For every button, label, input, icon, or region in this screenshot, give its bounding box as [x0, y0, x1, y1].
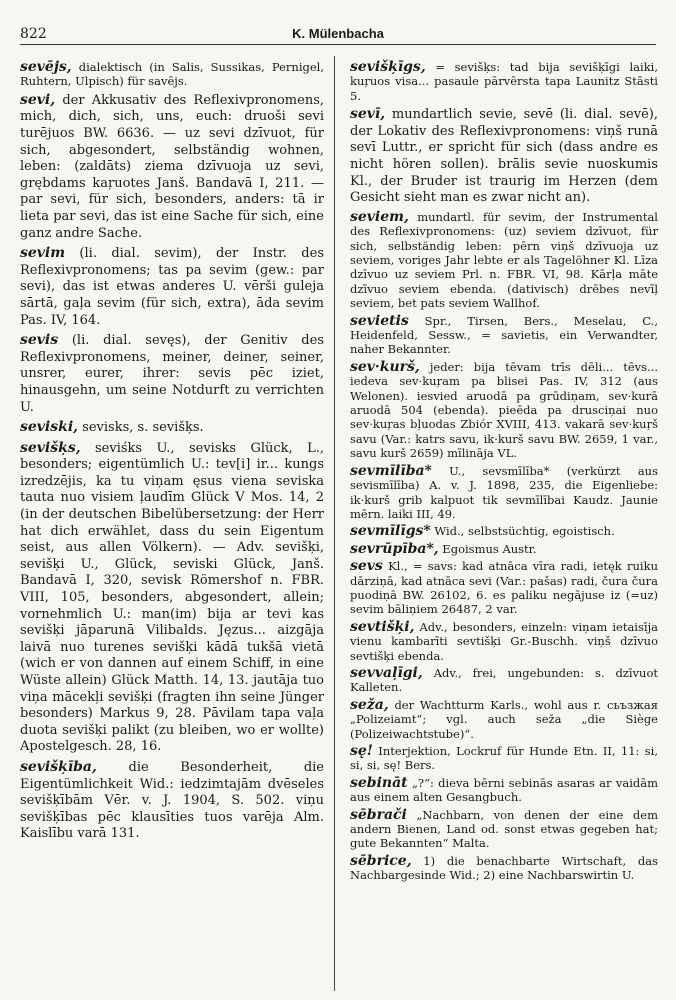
definition: Wid., selbstsüchtig, egoistisch. [430, 524, 615, 539]
headword: sevējs, [20, 59, 72, 75]
definition: sevisks, s. sevišķs. [78, 420, 204, 436]
headword: sevmīlība* [350, 462, 432, 479]
entry [350, 698, 658, 741]
entry [350, 524, 658, 538]
headword: sēbrice, [350, 852, 412, 869]
entry [350, 464, 658, 522]
definition: dialektisch (in Salis, Sussikas, Pernigel, Ruhtern, Ulpisch) für savējs. [20, 60, 324, 89]
headword: seža, [350, 696, 389, 713]
left-column [20, 60, 324, 846]
page-header [20, 22, 656, 45]
entry [350, 808, 658, 851]
definition: Adv., besonders, einzeln: viņam ietaisīja vienu kambarīti sevtišķi Gr.-Buschh. viņš dzīvuo sevtišķi ebenda. [350, 619, 658, 663]
entry [350, 854, 658, 883]
entry [20, 332, 324, 416]
definition: 1) die benachbarte Wirtschaft, das Nachbargesinde Wid.; 2) eine Nachbarswirtin U. [350, 853, 658, 883]
headword: sevim [20, 245, 66, 262]
headword: sevišķs, [20, 439, 81, 456]
definition: Kl., = savs: kad atnāca vīra radi, ietęk ruiku dārziņā, kad atnāca sevi (Var.: pašas) radi, čura čura puodiņā BW. 26102, 6. es paliku negājuse iz (=uz) sevim bāliņiem 26487, 2 var. [350, 559, 658, 617]
entry [350, 542, 658, 556]
headword: seviski, [20, 419, 79, 436]
definition: Adv., frei, ungebunden: s. dzīvuot Kalleten. [350, 665, 658, 695]
definition: mundartl. für sevim, der Instrumental des Reflexivpronomens: (uz) seviem dzīvuot, für sich, selbständig leben: pērn viņš dzīvuoja uz seviem, voriges Jahr lebte er als Tagelöhner Kl. Līza dzīvuo uz seviem Prl. n. FBR. VI, 98. Kārļa māte dzīvuo seviem ebenda. (dativisch) drēbes nevīļ seviem, bet pats seviem Wallhof. [350, 209, 658, 311]
headword: sevietis [350, 312, 409, 329]
headword: sevvaļīgi, [350, 664, 423, 681]
definition: die Besonderheit, die Eigentümlichkeit Wid.: iedzimtajām dvēseles sevišķībām Vēr. v. J. 1904, S. 502. viņu sevišķības pēc klausīties tuos varēja Alm. Kaislību varā 131. [20, 759, 324, 842]
entry [350, 620, 658, 663]
definition: Egoismus Austr. [438, 541, 537, 556]
headword: sevmīlīgs* [350, 523, 431, 540]
entry [350, 666, 658, 695]
entry [350, 106, 658, 207]
definition: der Akkusativ des Reflexivpronomens, mich, dich, sich, uns, euch: druoši sevi turējuos BW. 6636. — uz sevi dzīvuot, für sich, abgesondert, selbständig wohnen, leben: (zaldāts) ziema dzīvuoja uz sevi, grębdams kaŗuotes Janš. Bandavā I, 211. — par sevi, für sich, besonders, anders: tā ir lieta par sevi, das ist eine Sache für sich, eine ganz andre Sache. [20, 92, 324, 241]
headword: sevišķīgs, [350, 59, 426, 75]
definition: (li. dial. sevęs), der Genitiv des Reflexivpronomens, meiner, deiner, seiner, unsrer, eurer, ihrer: sevis pēc iziet, hinausgehn, um seine Notdurft zu verrichten U. [20, 333, 324, 415]
entry [350, 776, 658, 805]
entry [20, 92, 324, 242]
headword: sev·kurš, [350, 358, 420, 375]
definition: seviśks U., sevisks Glück, L., besonders; eigentümlich U.: tev[i] ir... kungs izredzējis, ka tu viņam ęsus viena seviska tauta nuo visiem ļaudīm Glück V Mos. 14, 2 (in der deutschen Bibelübersetzung: der Herr hat dich erwählet, dass du sein Eigentum seist, aus allen Völkern). — Adv. sevišķi, sevišķi U., Glück, seviski Glück, Janš. Bandavā I, 320, sevisk Römershof n. FBR. VIII, 105, besonders, abgesondert, allein; vornehmlich U.: man(im) bija ar tevi kas sevišķi jāparunā Vilibalds. Jęzus... aizgāja laivā nuo turenes sevišķi kādā tukšā vietā (wich er von dannen auf einem Schiff, in eine Wüste allein) Glück Matth. 14, 13. jautāja tuo viņa mācekļi sevišķi (fragten ihn seine Jünger besonders) Markus 9, 28. Pāvilam tapa vaļa duota sevišķi palikt (zu bleiben, wo er wollte) Apostelgesch. 28, 16. [20, 440, 324, 755]
definition: „?“: dieva bērni sebinās asaras ar vaidām aus einem alten Gesangbuch. [350, 775, 658, 805]
entry [350, 744, 658, 773]
headword: sevtišķi, [350, 618, 415, 635]
headword: sę! [350, 743, 373, 759]
headword: sevis [20, 332, 59, 349]
definition: Spr., Tirsen, Bers., Meselau, C., Heidenfeld, Sessw., = savietis, ein Verwandter, naher Bekannter. [350, 313, 658, 357]
entry [20, 60, 324, 89]
entry [20, 440, 324, 756]
page-title: K. Mülenbacha [292, 26, 384, 41]
definition: Interjektion, Lockruf für Hunde Etn. II, 11: si, si, si, sę! Bers. [350, 744, 658, 773]
headword: seviem, [350, 208, 409, 225]
definition: jeder: bija tēvam trīs dēli... tēvs... iedeva sev·kuŗam pa blisei Pas. IV, 312 (aus Welonen). iesvied aruodā pa grūdiņam, sev·kurā aruodā 504 (ebenda). pieēda pa drusciņai nuo sev·kuŗas bļuodas Zbiór XVIII, 413. vakarā sev·kuŗš savu (Var.: katrs savu, ik·kurš savu BW. 2659, 1 var., savu kurš 2659) mīlināja VL. [350, 359, 658, 461]
entry [350, 60, 658, 103]
definition: der Wachtturm Karls., wohl aus r. сьъзжая „Polizeiamt“; vgl. auch seža „die Siège (Polizeiwachtstube)“. [350, 697, 658, 741]
column-divider [334, 56, 335, 991]
entry [350, 559, 658, 617]
definition: „Nachbarn, von denen der eine dem andern Bienen, Land od. sonst etwas gegeben hat; gute Bekannten“ Malta. [350, 807, 658, 851]
definition: (li. dial. sevim), der Instr. des Reflexivpronomens; tas pa sevim (gew.: par sevi), das ist etwas anderes U. vērši guleja sārtā, gaļa sevim (für sich, extra), āda sevim Pas. IV, 164. [20, 246, 324, 328]
headword: sevrūpība*, [350, 540, 439, 557]
page-number: 822 [20, 26, 47, 42]
entry [350, 314, 658, 357]
entry [20, 759, 324, 843]
headword: sevī, [350, 106, 386, 123]
headword: sevi, [20, 91, 56, 108]
headword: sebināt [350, 774, 408, 791]
right-column [350, 60, 658, 886]
entry [20, 245, 324, 329]
definition: mundartlich sevie, sevē (li. dial. sevē), der Lokativ des Reflexivpronomens: viņš runā sevī Luttr., er spricht für sich (dass andre es nicht hören sollen). brālis sevie nuoskumis Kl., der Bruder ist traurig im Herzen (dem Gesicht sieht man es zwar nicht an). [350, 107, 658, 206]
definition: = sevišķs: tad bija sevišķīgi laiki, kuŗuos visa... pasaule pārvērsta tapa Launitz Stāsti 5. [350, 60, 658, 103]
entry [350, 360, 658, 461]
entry [350, 210, 658, 311]
headword: sevs [350, 558, 383, 575]
entry [20, 419, 324, 437]
headword: sēbrači [350, 806, 407, 823]
headword: sevišķība, [20, 758, 97, 775]
definition: U., sevsmīlība* (verkürzt aus sevismīlība) A. v. J. 1898, 235, die Eigenliebe: ik·kurš grib kalpuot tik sevmīlībai Kaudz. Jaunie mērn. laiki III, 49. [350, 463, 658, 521]
